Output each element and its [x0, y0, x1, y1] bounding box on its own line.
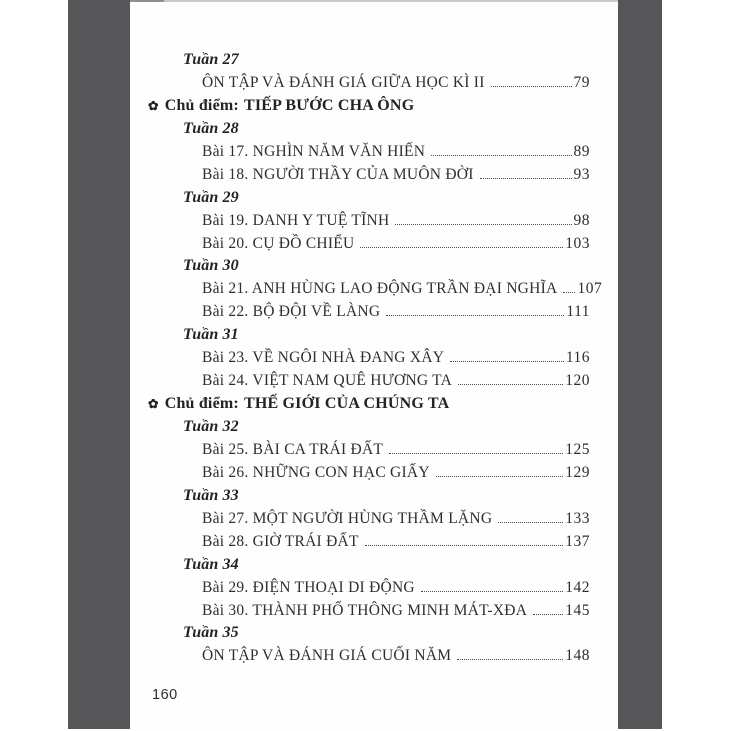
dotted-leader	[395, 224, 571, 225]
entry-title: Bài 21. ANH HÙNG LAO ĐỘNG TRẦN ĐẠI NGHĨA	[202, 280, 558, 298]
toc-week-row	[130, 416, 618, 439]
page-top-edge-line	[130, 0, 618, 2]
entry-page-number: 148	[565, 647, 590, 665]
entry-page-number: 107	[577, 280, 603, 298]
dotted-leader	[389, 453, 563, 454]
toc-entry-row	[130, 370, 618, 393]
dotted-leader	[431, 155, 571, 156]
toc-entry-row	[130, 164, 618, 187]
toc-theme-row	[130, 393, 618, 416]
toc-entry-row	[130, 645, 618, 668]
toc-entry-row	[130, 301, 618, 324]
toc-week-row	[130, 485, 618, 508]
theme-title: TIẾP BƯỚC CHA ÔNG	[243, 96, 415, 114]
dotted-leader	[563, 292, 575, 293]
theme-label: Chủ điểm:	[164, 395, 239, 413]
toc-entry-row	[130, 439, 618, 462]
entry-title: Bài 29. ĐIỆN THOẠI DI ĐỘNG	[202, 578, 415, 596]
dotted-leader	[386, 315, 564, 316]
week-label: Tuần 31	[183, 326, 239, 344]
week-label: Tuần 35	[183, 624, 239, 642]
theme-label: Chủ điểm:	[164, 96, 239, 114]
entry-page-number: 79	[573, 73, 590, 91]
dotted-leader	[480, 178, 572, 179]
entry-title: Bài 19. DANH Y TUỆ TĨNH	[202, 211, 390, 229]
florette-icon: ✿	[148, 99, 159, 114]
entry-page-number: 89	[573, 142, 590, 160]
entry-title: Bài 27. MỘT NGƯỜI HÙNG THẦM LẶNG	[202, 509, 493, 527]
toc-entry-row	[130, 72, 618, 95]
theme-title: THẾ GIỚI CỦA CHÚNG TA	[243, 395, 450, 413]
week-label: Tuần 30	[183, 257, 239, 275]
toc-entry-row	[130, 462, 618, 485]
dotted-leader	[457, 659, 563, 660]
dotted-leader	[360, 247, 563, 248]
dotted-leader	[365, 545, 564, 546]
entry-page-number: 98	[573, 211, 590, 229]
toc-entry-row	[130, 600, 618, 623]
toc-entry-row	[130, 508, 618, 531]
entry-page-number: 120	[565, 372, 590, 390]
dotted-leader	[533, 614, 563, 615]
toc-entry-row	[130, 210, 618, 233]
entry-title: Bài 23. VỀ NGÔI NHÀ ĐANG XÂY	[202, 349, 445, 367]
entry-title: Bài 30. THÀNH PHỐ THÔNG MINH MÁT-XĐA	[202, 601, 528, 619]
entry-title: Bài 22. BỘ ĐỘI VỀ LÀNG	[202, 303, 381, 321]
week-label: Tuần 29	[183, 188, 239, 206]
week-label: Tuần 33	[183, 486, 239, 504]
entry-page-number: 111	[566, 303, 590, 321]
page-number: 160	[152, 687, 178, 703]
toc-week-row	[130, 118, 618, 141]
entry-page-number: 142	[565, 578, 590, 596]
dotted-leader	[421, 591, 563, 592]
entry-title: Bài 18. NGƯỜI THẦY CỦA MUÔN ĐỜI	[202, 165, 474, 183]
toc-entry-row	[130, 233, 618, 256]
toc-entry-row	[130, 531, 618, 554]
entry-title: Bài 28. GIỜ TRÁI ĐẤT	[202, 532, 359, 550]
week-label: Tuần 34	[183, 555, 239, 573]
toc-week-row	[130, 49, 618, 72]
toc-entry-row	[130, 278, 618, 301]
toc-week-row	[130, 554, 618, 577]
entry-page-number: 93	[573, 165, 590, 183]
toc-week-row	[130, 622, 618, 645]
entry-page-number: 103	[565, 234, 590, 252]
entry-title: Bài 20. CỤ ĐỒ CHIỂU	[202, 234, 355, 252]
dotted-leader	[498, 522, 563, 523]
left-dark-bar	[68, 0, 130, 729]
entry-title: Bài 26. NHỮNG CON HẠC GIẤY	[202, 463, 430, 481]
dotted-leader	[491, 86, 572, 87]
week-label: Tuần 28	[183, 119, 239, 137]
toc-week-row	[130, 324, 618, 347]
entry-title: Bài 25. BÀI CA TRÁI ĐẤT	[202, 440, 384, 458]
entry-page-number: 129	[565, 463, 590, 481]
toc-entry-row	[130, 141, 618, 164]
entry-page-number: 133	[565, 509, 590, 527]
entry-title: ÔN TẬP VÀ ĐÁNH GIÁ CUỐI NĂM	[202, 647, 452, 665]
entry-title: ÔN TẬP VÀ ĐÁNH GIÁ GIỮA HỌC KÌ II	[202, 73, 485, 91]
toc-list	[130, 49, 618, 668]
florette-icon: ✿	[148, 397, 159, 412]
toc-week-row	[130, 255, 618, 278]
dotted-leader	[436, 476, 563, 477]
toc-entry-row	[130, 347, 618, 370]
entry-page-number: 145	[565, 601, 590, 619]
toc-page	[130, 0, 618, 731]
entry-title: Bài 24. VIỆT NAM QUÊ HƯƠNG TA	[202, 372, 453, 390]
toc-theme-row	[130, 95, 618, 118]
entry-page-number: 125	[565, 440, 590, 458]
dotted-leader	[458, 384, 563, 385]
toc-entry-row	[130, 577, 618, 600]
entry-page-number: 116	[565, 349, 590, 367]
entry-page-number: 137	[565, 532, 590, 550]
week-label: Tuần 32	[183, 418, 239, 435]
dotted-leader	[450, 361, 564, 362]
toc-week-row	[130, 187, 618, 210]
week-label: Tuần 27	[183, 51, 239, 68]
entry-title: Bài 17. NGHÌN NĂM VĂN HIẾN	[202, 142, 426, 160]
right-dark-bar	[618, 0, 662, 729]
